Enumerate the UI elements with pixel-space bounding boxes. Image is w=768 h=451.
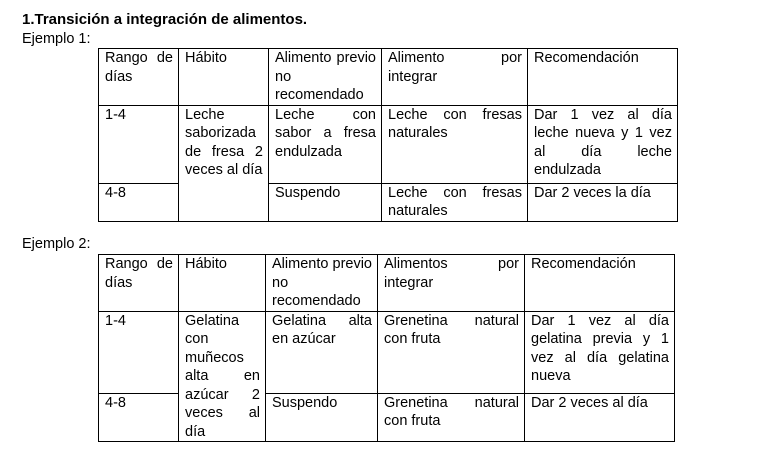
- header-cell-previous-food: Alimento previo no recomendado: [269, 49, 382, 106]
- cell-previous-food: Suspendo: [266, 393, 378, 441]
- cell-recommendation: Dar 1 vez al día gelatina previa y 1 vez al día gelatina nueva: [525, 311, 675, 393]
- header-cell-recommendation: Recomendación: [525, 255, 675, 312]
- header-cell-range: Rango de días: [99, 49, 179, 106]
- header-cell-food-to-integrate: Alimento por integrar: [382, 49, 528, 106]
- cell-previous-food: Leche con sabor a fresa endulzada: [269, 105, 382, 183]
- cell-recommendation: Dar 2 veces al día: [525, 393, 675, 441]
- table-row: [99, 311, 675, 393]
- cell-previous-food: Suspendo: [269, 183, 382, 221]
- section-heading: 1.Transición a integración de alimentos.: [22, 11, 308, 28]
- example-1-label: Ejemplo 1:: [22, 31, 91, 47]
- cell-habit: Gelatina con muñecos alta en azúcar 2 veces al día: [179, 311, 266, 442]
- table-row: [99, 105, 678, 183]
- cell-range: 1-4: [99, 105, 179, 183]
- cell-previous-food: Gelatina alta en azúcar: [266, 311, 378, 393]
- header-cell-food-to-integrate: Alimentos por integrar: [378, 255, 525, 312]
- table-header-row: [99, 49, 678, 106]
- cell-habit: Leche saborizada de fresa 2 veces al día: [179, 105, 269, 221]
- cell-food-to-integrate: Grenetina natural con fruta: [378, 393, 525, 441]
- cell-range: 4-8: [99, 393, 179, 441]
- cell-food-to-integrate: Leche con fresas naturales: [382, 183, 528, 221]
- header-cell-range: Rango de días: [99, 255, 179, 312]
- cell-food-to-integrate: Grenetina natural con fruta: [378, 311, 525, 393]
- table-header-row: [99, 255, 675, 312]
- cell-recommendation: Dar 1 vez al día leche nueva y 1 vez al día leche endulzada: [528, 105, 678, 183]
- header-cell-habit: Hábito: [179, 49, 269, 106]
- header-cell-previous-food: Alimento previo no recomendado: [266, 255, 378, 312]
- header-cell-recommendation: Recomendación: [528, 49, 678, 106]
- cell-recommendation: Dar 2 veces la día: [528, 183, 678, 221]
- cell-range: 4-8: [99, 183, 179, 221]
- cell-range: 1-4: [99, 311, 179, 393]
- header-cell-habit: Hábito: [179, 255, 266, 312]
- example-1-table: [98, 48, 678, 222]
- cell-food-to-integrate: Leche con fresas naturales: [382, 105, 528, 183]
- example-2-label: Ejemplo 2:: [22, 236, 91, 252]
- example-2-table: [98, 254, 675, 442]
